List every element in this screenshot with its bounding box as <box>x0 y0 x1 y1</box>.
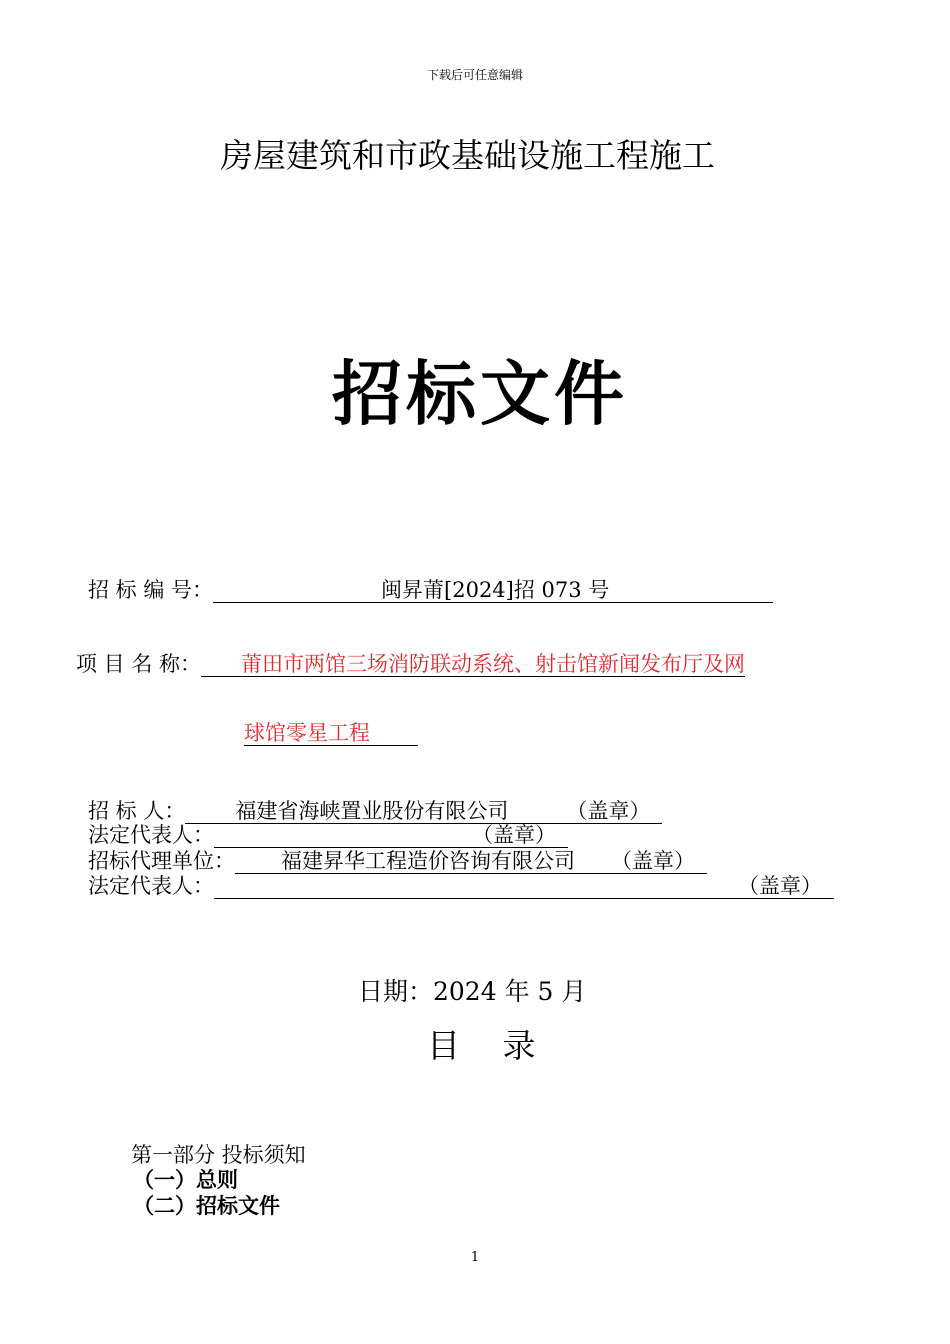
legal-rep-row-2 <box>88 870 834 900</box>
legal-rep-line-2 <box>214 874 834 899</box>
agent-value: 福建昇华工程造价咨询有限公司 <box>281 849 575 873</box>
toc-item-part-1: 第一部分 投标须知 <box>131 1143 306 1167</box>
tenderer-seal: （盖章） <box>566 799 651 823</box>
bid-number-line <box>213 578 773 603</box>
bid-number-row <box>88 574 773 604</box>
project-name-value-1: 莆田市两馆三场消防联动系统、射击馆新闻发布厅及网 <box>241 652 746 676</box>
project-name-line <box>201 652 745 677</box>
document-title: 房屋建筑和市政基础设施工程施工 <box>220 136 715 175</box>
tenderer-value: 福建省海峡置业股份有限公司 <box>235 799 509 823</box>
toc-item-tender-docs: （二）招标文件 <box>133 1194 280 1218</box>
document-date: 日期：2024 年 5 月 <box>358 977 587 1006</box>
project-name-line-2 <box>244 721 418 746</box>
tenderer-label: 招 标 人： <box>88 799 186 823</box>
project-name-value-2: 球馆零星工程 <box>244 721 370 745</box>
header-note: 下载后可任意编辑 <box>426 68 523 82</box>
project-name-row-2 <box>244 721 418 746</box>
legal-rep-label-1: 法定代表人： <box>88 823 214 847</box>
toc-item-general: （一）总则 <box>133 1168 238 1192</box>
page-number: 1 <box>470 1250 480 1265</box>
project-name-row <box>76 648 745 678</box>
bid-number-label: 招 标 编 号： <box>88 578 214 602</box>
project-name-label: 项 目 名 称： <box>76 652 202 676</box>
agent-seal: （盖章） <box>611 849 695 873</box>
legal-rep-label-2: 法定代表人： <box>88 874 214 898</box>
agent-label: 招标代理单位： <box>88 849 235 873</box>
legal-rep-seal-1: （盖章） <box>472 823 556 847</box>
bid-number-value: 闽昇莆[2024]招 073 号 <box>381 578 610 602</box>
document-heading: 招标文件 <box>332 353 628 435</box>
legal-rep-seal-2: （盖章） <box>738 874 822 898</box>
toc-title: 目 录 <box>427 1026 552 1065</box>
